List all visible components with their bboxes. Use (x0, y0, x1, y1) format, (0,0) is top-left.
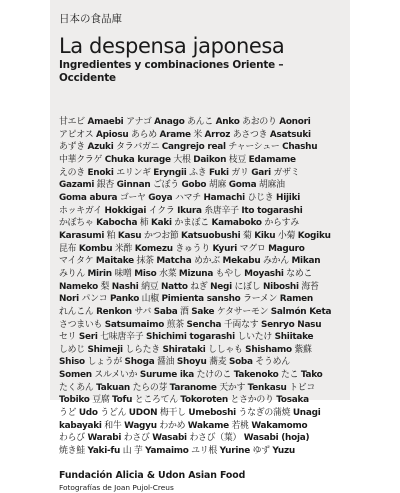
index-line (59, 407, 342, 420)
ingredient-name-japanese: しらたき (125, 344, 160, 355)
index-line (59, 192, 342, 205)
ingredient-name-latin: Enoki (87, 167, 114, 178)
ingredient-name-latin: Arroz (204, 129, 231, 140)
ingredient-name-latin: Tobiko (59, 395, 90, 406)
ingredient-name-japanese: うどん (100, 408, 127, 419)
ingredient-name-japanese: ユリ根 (191, 446, 218, 457)
ingredient-name-japanese: ゴーヤ (119, 192, 146, 203)
index-line (59, 394, 342, 407)
ingredient-name-japanese: もやし (215, 268, 242, 279)
ingredient-index (59, 116, 342, 458)
ingredient-name-latin: Wakame (187, 420, 229, 431)
ingredient-name-latin: Negi (210, 281, 232, 292)
ingredient-name-latin: Wasabi (hoja) (243, 433, 310, 444)
ingredient-name-latin: Goma (228, 180, 257, 191)
ingredient-name-japanese: なめこ (286, 268, 313, 279)
ingredient-name-japanese: 紫蘇 (294, 344, 312, 355)
ingredient-name-japanese: たけのこ (196, 370, 232, 381)
ingredient-name-latin: Umeboshi (188, 408, 236, 419)
ingredient-name-japanese: アピオス (59, 129, 94, 140)
ingredient-name-japanese: 山椒 (141, 294, 159, 305)
ingredient-name-latin: UDON (128, 408, 158, 419)
ingredient-name-japanese: 水菜 (159, 268, 177, 279)
ingredient-name-japanese: タラバガニ (116, 142, 160, 153)
ingredient-name-latin: Ito togarashi (241, 205, 303, 216)
ingredient-name-japanese: えのき (59, 167, 85, 178)
index-line (59, 230, 342, 243)
ingredient-name-japanese: うど (59, 408, 77, 419)
ingredient-name-latin: Shiitake (274, 332, 314, 343)
ingredient-name-latin: Udo (78, 408, 98, 419)
index-line (59, 356, 342, 369)
ingredient-name-japanese: たらの芽 (132, 382, 168, 393)
ingredient-name-japanese: さつまいも (59, 319, 103, 330)
ingredient-name-latin: Wasabi (152, 433, 187, 444)
ingredient-name-latin: Taranome (169, 382, 217, 393)
ingredient-name-japanese: 糸唐辛子 (204, 205, 239, 216)
ingredient-name-japanese: ししゃも (208, 344, 243, 355)
ingredient-name-japanese: わらび (59, 433, 85, 444)
ingredient-name-japanese: パンコ (81, 294, 108, 305)
index-line (59, 382, 342, 395)
ingredient-name-latin: Ginnan (116, 180, 151, 191)
ingredient-name-latin: Chuka kurage (104, 154, 171, 165)
ingredient-name-japanese: アナゴ (126, 117, 152, 127)
ingredient-name-latin: Salmón Keta (270, 306, 332, 317)
ingredient-name-latin: Katsuobushi (181, 230, 241, 241)
ingredient-name-japanese: わさび（葉） (189, 433, 242, 444)
index-line (59, 281, 342, 294)
ingredient-name-latin: Senryo Nasu (260, 319, 322, 330)
ingredient-name-japanese: しめじ (59, 344, 85, 355)
ingredient-name-latin: Maguro (268, 243, 305, 254)
ingredient-name-japanese: 醤油 (157, 357, 175, 368)
ingredient-name-japanese: 甘エビ (59, 117, 85, 127)
ingredient-name-latin: Kabocha (96, 218, 138, 229)
ingredient-name-japanese: きゅうり (175, 243, 210, 254)
ingredient-name-latin: Saba (153, 306, 178, 317)
ingredient-name-japanese: 中華クラゲ (59, 154, 103, 165)
index-line (59, 179, 342, 192)
ingredient-name-latin: Shichimi togarashi (145, 332, 235, 343)
ingredient-name-latin: Tofu (112, 395, 133, 406)
ingredient-name-japanese: ところてん (134, 395, 178, 406)
ingredient-name-latin: Sake (191, 306, 215, 317)
index-line (59, 243, 342, 256)
ingredient-name-latin: Gazami (59, 180, 95, 191)
ingredient-name-latin: Goma abura (59, 192, 118, 203)
ingredient-name-latin: Matcha (156, 256, 192, 267)
ingredient-name-latin: Natto (160, 281, 188, 292)
ingredient-name-latin: Surume ika (139, 370, 195, 381)
ingredient-name-latin: Eryngii (153, 167, 187, 178)
ingredient-name-japanese: あおのり (242, 117, 277, 127)
ingredient-name-japanese: 米酢 (114, 243, 133, 254)
ingredient-name-latin: Shishamo (245, 344, 292, 355)
ingredient-name-japanese: とさかのり (230, 395, 274, 406)
ingredient-name-latin: Karasumi (59, 230, 105, 241)
ingredient-name-latin: Gari (251, 167, 271, 178)
ingredient-name-latin: Takuan (96, 382, 131, 393)
ingredient-name-latin: Somen (59, 370, 92, 381)
ingredient-name-latin: Mekabu (222, 256, 261, 267)
ingredient-name-latin: Yaki-fu (87, 446, 121, 457)
ingredient-name-japanese: 酒 (180, 306, 189, 317)
ingredient-name-japanese: 海苔 (301, 281, 319, 292)
ingredient-name-latin: kabayaki (59, 420, 102, 431)
ingredient-name-latin: Pimienta sansho (161, 294, 241, 305)
ingredient-name-japanese: かまぼこ (174, 218, 209, 229)
index-line (59, 369, 342, 382)
ingredient-name-japanese: わかめ (159, 420, 186, 431)
ingredient-name-latin: Anago (154, 117, 185, 127)
ingredient-name-japanese: たこ (281, 370, 299, 381)
ingredient-name-japanese: ガザミ (273, 167, 300, 178)
ingredient-name-japanese: しょうが (87, 357, 122, 368)
ingredient-name-japanese: めかぶ (194, 256, 220, 267)
ingredient-name-latin: Tenkasu (247, 382, 287, 393)
ingredient-name-japanese: 和牛 (104, 420, 122, 431)
ingredient-name-latin: Hokkigai (104, 205, 147, 216)
ingredient-name-japanese: 味噌 (114, 268, 132, 279)
ingredient-name-latin: Kyuri (212, 243, 238, 254)
index-line (59, 141, 342, 154)
ingredient-name-latin: Panko (109, 294, 140, 305)
ingredient-name-japanese: みりん (59, 268, 85, 279)
ingredient-name-latin: Miso (134, 268, 157, 279)
ingredient-name-latin: Kiku (254, 230, 276, 241)
ingredient-name-latin: Hamachi (203, 192, 245, 203)
ingredient-name-latin: Fuki (208, 167, 229, 178)
ingredient-name-latin: Aonori (279, 117, 311, 127)
ingredient-name-latin: Mizuna (178, 268, 214, 279)
ingredient-name-japanese: うなぎの蒲焼 (238, 408, 291, 419)
book-subtitle: Ingredientes y combinaciones Oriente – Occidente (59, 59, 284, 84)
ingredient-name-latin: Maitake (95, 256, 134, 267)
index-line (59, 445, 342, 458)
ingredient-name-latin: Mirin (87, 268, 112, 279)
ingredient-name-latin: Edamame (248, 154, 296, 165)
ingredient-name-japanese: 銀杏 (96, 180, 115, 191)
ingredient-name-japanese: 柿 (139, 218, 149, 229)
ingredient-name-japanese: ケタサーモン (216, 306, 269, 317)
ingredient-name-japanese: 芋 (133, 446, 143, 457)
ingredient-name-japanese: イクラ (148, 205, 175, 216)
index-line (59, 331, 342, 344)
ingredient-name-japanese: わさび (123, 433, 150, 444)
ingredient-name-japanese: ふき (189, 167, 207, 178)
index-line (59, 432, 342, 445)
ingredient-name-latin: Cangrejo real (161, 142, 226, 153)
ingredient-name-latin: Warabi (87, 433, 122, 444)
ingredient-name-japanese: れんこん (59, 306, 94, 317)
ingredient-name-japanese: 粕 (106, 230, 116, 241)
ingredient-name-japanese: ごぼう (152, 180, 179, 191)
index-line (59, 293, 342, 306)
ingredient-name-latin: Kaki (151, 218, 172, 229)
ingredient-name-japanese: ひじき (247, 192, 274, 203)
ingredient-name-latin: Kamaboko (211, 218, 262, 229)
ingredient-name-japanese: 梅干し (159, 408, 186, 419)
ingredient-name-japanese: そうめん (255, 357, 290, 368)
ingredient-name-latin: Nori (59, 294, 79, 305)
ingredient-name-latin: Tosaka (276, 395, 309, 406)
ingredient-name-japanese: かつお節 (143, 230, 179, 241)
ingredient-name-latin: Chashu (282, 142, 318, 153)
ingredient-name-japanese: セリ (59, 332, 77, 343)
ingredient-name-latin: Kogiku (297, 230, 331, 241)
ingredient-name-latin: Arame (159, 129, 191, 140)
ingredient-name-japanese: 豆腐 (92, 395, 110, 406)
ingredient-name-japanese: 枝豆 (228, 154, 247, 165)
ingredient-name-japanese: スルメいか (94, 370, 138, 381)
ingredient-name-japanese: 梨 (100, 281, 110, 292)
ingredient-name-latin: Takenoko (233, 370, 279, 381)
ingredient-name-japanese: 昆布 (59, 243, 77, 254)
ingredient-name-latin: Yurine (219, 446, 250, 457)
ingredient-name-japanese: 蕎麦 (209, 357, 227, 368)
ingredient-name-latin: Shoyu (176, 357, 207, 368)
ingredient-name-latin: Shoga (124, 357, 155, 368)
ingredient-name-latin: Komezu (134, 243, 173, 254)
ingredient-name-latin: Nameko (59, 281, 98, 292)
ingredient-name-latin: Anko (215, 117, 240, 127)
ingredient-name-latin: Kasu (117, 230, 142, 241)
ingredient-name-japanese: ゆず (252, 446, 270, 457)
ingredient-name-latin: Renkon (96, 306, 132, 317)
ingredient-name-japanese: にぼし (234, 281, 261, 292)
ingredient-name-japanese: 若桃 (231, 420, 249, 431)
ingredient-name-japanese: 山 (122, 446, 132, 457)
ingredient-name-latin: Tako (300, 370, 323, 381)
ingredient-name-japanese: 天かす (219, 382, 246, 393)
ingredient-name-latin: Amaebi (87, 117, 124, 127)
index-line (59, 167, 342, 180)
ingredient-name-japanese: マグロ (239, 243, 266, 254)
photographer-credit: Fotografías de Joan Pujol-Creus (59, 482, 174, 492)
index-line (59, 420, 342, 433)
ingredient-name-latin: Unagi (292, 408, 321, 419)
ingredient-name-japanese: あさつき (232, 129, 268, 140)
index-line (59, 116, 342, 129)
index-line (59, 344, 342, 357)
ingredient-name-japanese: からすみ (264, 218, 299, 229)
ingredient-name-japanese: 米 (193, 129, 202, 140)
index-line (59, 217, 342, 230)
index-line (59, 154, 342, 167)
ingredient-name-latin: Yuzu (272, 446, 295, 457)
ingredient-name-latin: Wakamomo (251, 420, 308, 431)
ingredient-name-japanese: あらめ (131, 129, 157, 140)
ingredient-name-latin: Ramen (279, 294, 313, 305)
ingredient-name-japanese: あずき (59, 142, 85, 153)
index-line (59, 319, 342, 332)
ingredient-name-japanese: ハマチ (175, 192, 201, 203)
ingredient-name-japanese: 納豆 (141, 281, 159, 292)
ingredient-name-japanese: 大根 (173, 154, 191, 165)
index-line (59, 306, 342, 319)
ingredient-name-japanese: 七味唐辛子 (100, 332, 144, 343)
ingredient-name-latin: Moyashi (244, 268, 284, 279)
ingredient-name-latin: Goya (148, 192, 173, 203)
ingredient-name-latin: Shirataki (162, 344, 206, 355)
ingredient-name-japanese: サバ (134, 306, 152, 317)
ingredient-name-japanese: マイタケ (59, 256, 94, 267)
ingredient-name-latin: Sencha (186, 319, 222, 330)
ingredient-name-latin: Azuki (87, 142, 114, 153)
index-line (59, 129, 342, 142)
ingredient-name-japanese: チャーシュー (228, 142, 280, 153)
ingredient-name-japanese: みかん (263, 256, 289, 267)
ingredient-name-japanese: しいたけ (237, 332, 272, 343)
ingredient-name-latin: Wagyu (124, 420, 157, 431)
ingredient-name-japanese: ガリ (231, 167, 249, 178)
ingredient-name-latin: Apiosu (96, 129, 129, 140)
ingredient-name-japanese: あんこ (187, 117, 214, 127)
ingredient-name-japanese: ねぎ (190, 281, 208, 292)
ingredient-name-latin: Shimeji (87, 344, 123, 355)
index-line (59, 205, 342, 218)
ingredient-name-latin: Kombu (78, 243, 113, 254)
ingredient-name-japanese: 千両なす (223, 319, 259, 330)
ingredient-name-latin: Shiso (59, 357, 85, 368)
ingredient-name-latin: Seri (78, 332, 98, 343)
ingredient-name-latin: Niboshi (262, 281, 299, 292)
japanese-title: 日本の食品庫 (59, 13, 122, 25)
ingredient-name-japanese: 煎茶 (166, 319, 184, 330)
ingredient-name-japanese: ラーメン (243, 294, 278, 305)
ingredient-name-japanese: 胡麻 (208, 180, 227, 191)
ingredient-name-latin: Ikura (177, 205, 202, 216)
ingredient-name-latin: Nashi (111, 281, 139, 292)
ingredient-name-latin: Mikan (291, 256, 321, 267)
index-line (59, 255, 342, 268)
ingredient-name-latin: Asatsuki (269, 129, 311, 140)
ingredient-name-latin: Hijiki (276, 192, 301, 203)
ingredient-name-japanese: 菊 (242, 230, 252, 241)
ingredient-name-japanese: トビコ (289, 382, 316, 393)
authors: Fundación Alicia & Udon Asian Food (59, 469, 246, 481)
ingredient-name-latin: Yamaimo (145, 446, 189, 457)
ingredient-name-japanese: エリンギ (116, 167, 151, 178)
ingredient-name-japanese: 焼き鮭 (59, 446, 85, 457)
ingredient-name-japanese: ホッキガイ (59, 205, 102, 216)
ingredient-name-latin: Tokoroten (180, 395, 228, 406)
ingredient-name-latin: Soba (228, 357, 253, 368)
index-line (59, 268, 342, 281)
ingredient-name-japanese: かぼちゃ (59, 218, 94, 229)
book-title: La despensa japonesa (59, 34, 285, 58)
ingredient-name-latin: Gobo (181, 180, 207, 191)
ingredient-name-latin: Satsumaimo (104, 319, 165, 330)
ingredient-name-japanese: 抹茶 (136, 256, 154, 267)
ingredient-name-japanese: 小菊 (277, 230, 296, 241)
ingredient-name-latin: Daikon (193, 154, 227, 165)
ingredient-name-japanese: 胡麻油 (258, 180, 285, 191)
ingredient-name-japanese: たくあん (59, 382, 94, 393)
book-cover (50, 0, 350, 492)
